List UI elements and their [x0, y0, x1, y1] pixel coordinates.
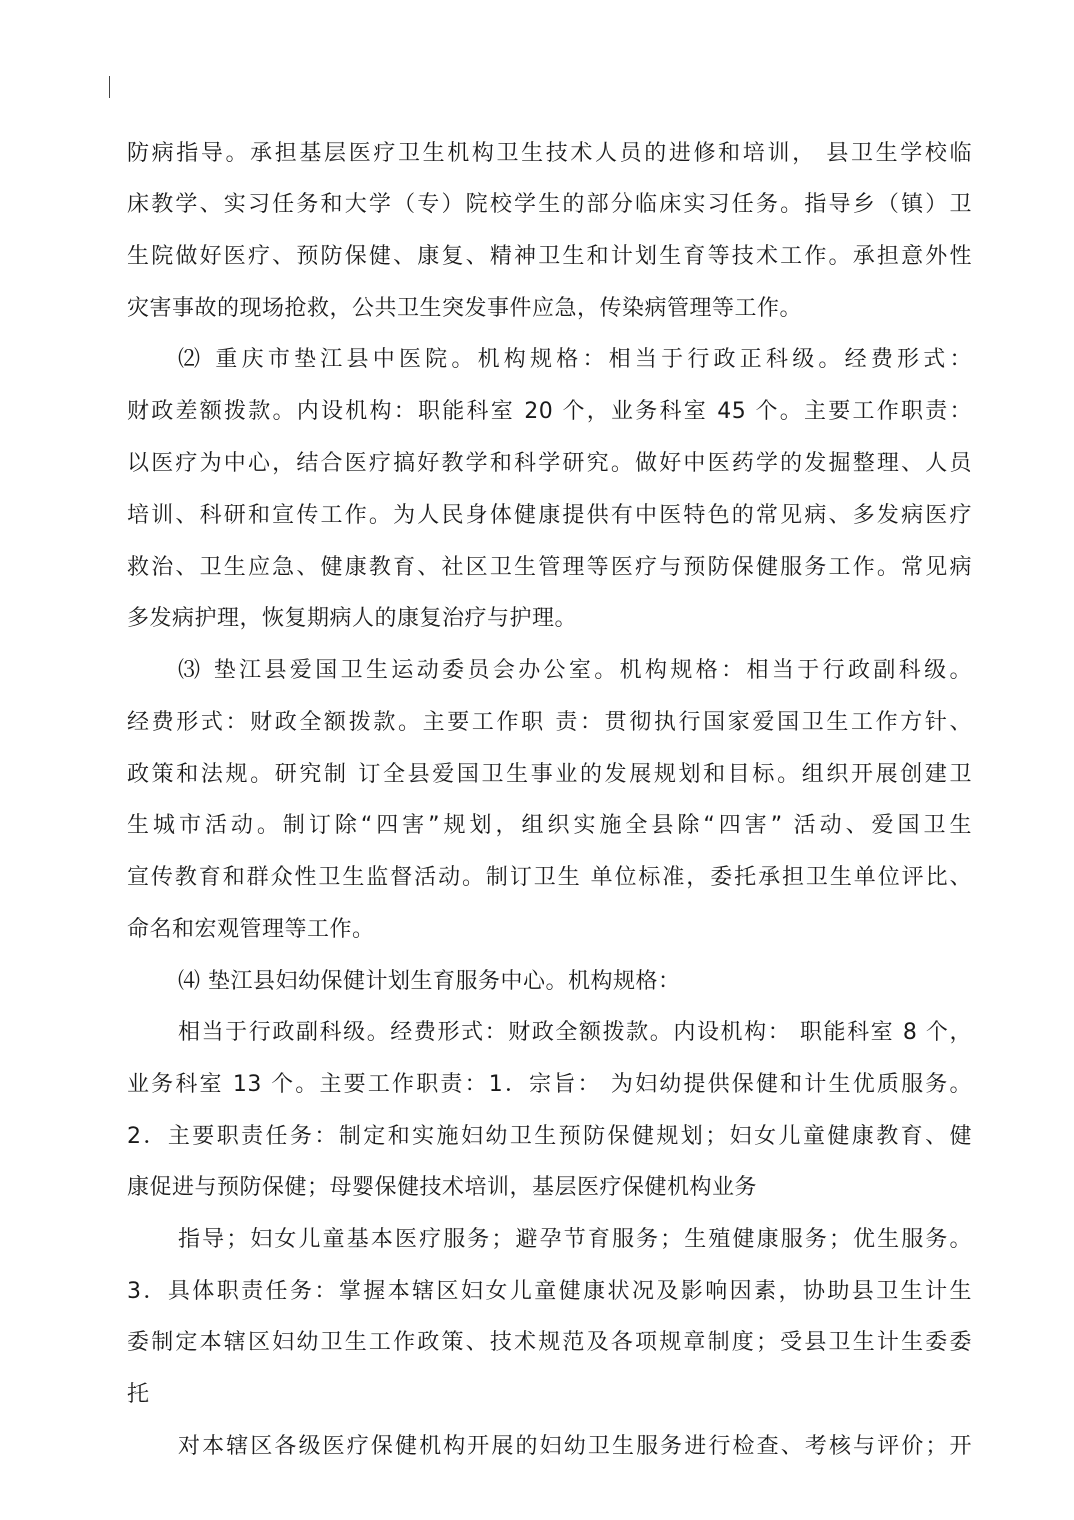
text-line: 救治、卫生应急、健康教育、社区卫生管理等医疗与预防保健服务工作。常见病 [127, 555, 972, 580]
text-line: 财政差额拨款。内设机构：职能科室 20 个，业务科室 45 个。主要工作职责： [127, 399, 972, 424]
text-line: 命名和宏观管理等工作。 [127, 917, 375, 942]
text-line: 2．主要职责任务：制定和实施妇幼卫生预防保健规划；妇女儿童健康教育、健 [127, 1124, 972, 1149]
margin-marker [109, 76, 110, 98]
text-line: 政策和法规。研究制 订全县爱国卫生事业的发展规划和目标。组织开展创建卫 [127, 762, 972, 787]
text-line: 委制定本辖区妇幼卫生工作政策、技术规范及各项规章制度；受县卫生计生委委 [127, 1330, 972, 1355]
text-line: 业务科室 13 个。主要工作职责：1．宗旨： 为妇幼提供保健和计生优质服务。 [127, 1072, 972, 1097]
text-line: 经费形式：财政全额拨款。主要工作职 责：贯彻执行国家爱国卫生工作方针、 [127, 710, 972, 735]
item-3-heading: ⑶ 垫江县爱国卫生运动委员会办公室。机构规格：相当于行政副科级。 [178, 658, 972, 683]
item-4-heading: ⑷ 垫江县妇幼保健计划生育服务中心。机构规格： [178, 969, 681, 994]
text-line: 多发病护理，恢复期病人的康复治疗与护理。 [127, 606, 578, 631]
text-line: 对本辖区各级医疗保健机构开展的妇幼卫生服务进行检查、考核与评价；开 [178, 1434, 972, 1459]
text-line: 康促进与预防保健；母婴保健技术培训，基层医疗保健机构业务 [127, 1175, 758, 1200]
text-line: 生院做好医疗、预防保健、康复、精神卫生和计划生育等技术工作。承担意外性 [127, 244, 972, 269]
text-line: 灾害事故的现场抢救，公共卫生突发事件应急，传染病管理等工作。 [127, 296, 803, 321]
text-line: 宣传教育和群众性卫生监督活动。制订卫生 单位标准，委托承担卫生单位评比、 [127, 865, 972, 890]
text-line: 相当于行政副科级。经费形式：财政全额拨款。内设机构： 职能科室 8 个， [178, 1020, 972, 1045]
text-line: 防病指导。承担基层医疗卫生机构卫生技术人员的进修和培训， 县卫生学校临 [127, 141, 972, 166]
text-line: 托 [127, 1382, 150, 1407]
text-line: 培训、科研和宣传工作。为人民身体健康提供有中医特色的常见病、多发病医疗 [127, 503, 972, 528]
text-line: 指导；妇女儿童基本医疗服务；避孕节育服务；生殖健康服务；优生服务。 [178, 1227, 972, 1252]
text-line: 3．具体职责任务：掌握本辖区妇女儿童健康状况及影响因素，协助县卫生计生 [127, 1279, 972, 1304]
text-line: 生城市活动。制订除“四害”规划，组织实施全县除“四害” 活动、爱国卫生 [127, 813, 972, 838]
item-2-heading: ⑵ 重庆市垫江县中医院。机构规格：相当于行政正科级。经费形式： [178, 347, 972, 372]
text-line: 床教学、实习任务和大学（专）院校学生的部分临床实习任务。指导乡（镇）卫 [127, 192, 972, 217]
text-line: 以医疗为中心，结合医疗搞好教学和科学研究。做好中医药学的发掘整理、人员 [127, 451, 972, 476]
